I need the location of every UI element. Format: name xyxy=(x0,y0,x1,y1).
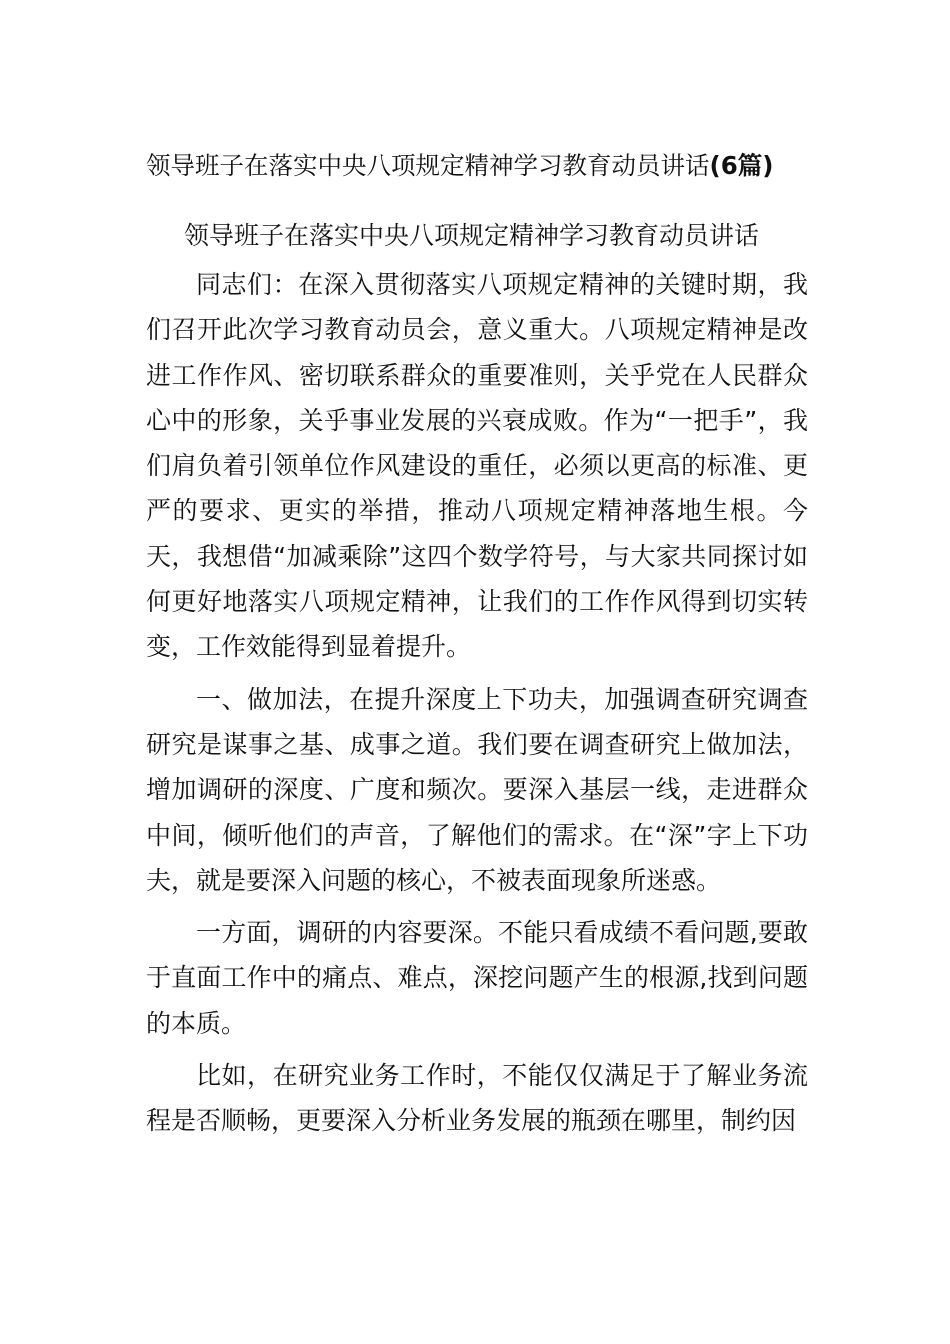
paragraph-example: 比如，在研究业务工作时，不能仅仅满足于了解业务流程是否顺畅，更要深入分析业务发展的瓶颈在哪里，制约因 xyxy=(146,1061,808,1136)
document-title xyxy=(146,148,846,184)
speech-subtitle: 领导班子在落实中央八项规定精神学习教育动员讲话 xyxy=(184,221,760,250)
paragraph-section-one: 一、做加法，在提升深度上下功夫，加强调查研究调查研究是谋事之基、成事之道。我们要在调查研究上做加法，增加调研的深度、广度和频次。要深入基层一线，走进群众中间，倾听他们的声音，了解他们的需求。在“深”字上下功夫，就是要深入问题的核心，不被表面现象所迷惑。 xyxy=(146,684,808,895)
document-title-text: 领导班子在落实中央八项规定精神学习教育动员讲话 xyxy=(146,151,710,180)
document-body xyxy=(146,262,808,1151)
document-title-count: (6篇) xyxy=(709,151,774,180)
paragraph-opening: 同志们：在深入贯彻落实八项规定精神的关键时期，我们召开此次学习教育动员会，意义重大。八项规定精神是改进工作作风、密切联系群众的重要准则，关乎党在人民群众心中的形象，关乎事业发展的兴衰成败。作为“一把手”，我们肩负着引领单位作风建设的重任，必须以更高的标准、更严的要求、更实的举措，推动八项规定精神落地生根。今天，我想借“加减乘除”这四个数学符号，与大家共同探讨如何更好地落实八项规定精神，让我们的工作作风得到切实转变，工作效能得到显着提升。 xyxy=(146,270,808,662)
paragraph-research-content: 一方面，调研的内容要深。不能只看成绩不看问题,要敢于直面工作中的痛点、难点，深挖问题产生的根源,找到问题的本质。 xyxy=(146,918,808,1038)
